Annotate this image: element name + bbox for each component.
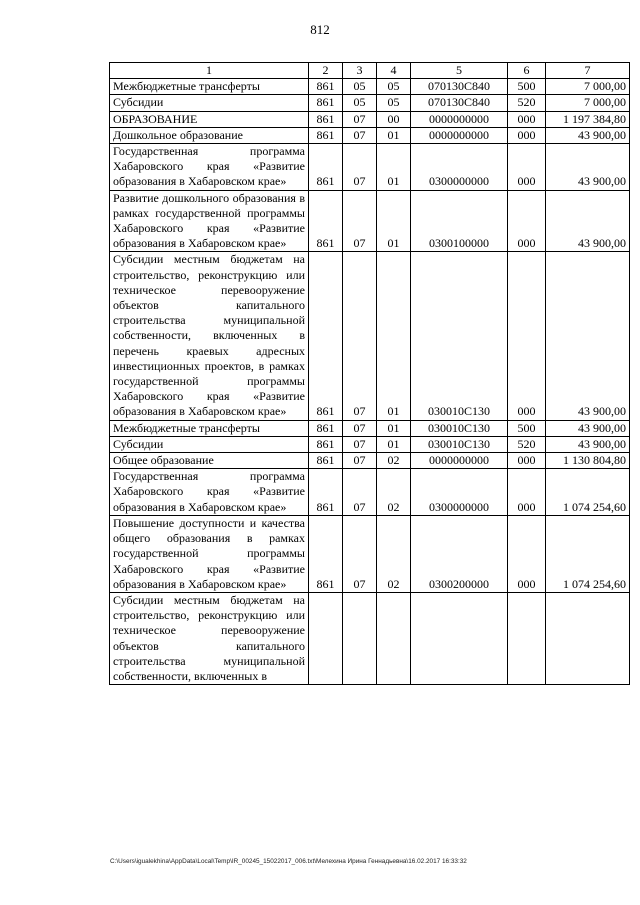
row-value-cell: 07 [343,127,377,143]
row-value-cell: 000 [508,127,546,143]
page-number: 812 [310,22,330,37]
row-value-cell: 1 074 254,60 [546,469,630,516]
row-value-cell [377,592,411,684]
row-value-cell: 861 [309,95,343,111]
row-value-cell: 000 [508,252,546,420]
row-value-cell: 861 [309,144,343,191]
row-value-cell: 7 000,00 [546,95,630,111]
row-name-cell: Межбюджетные трансферты [110,79,309,95]
table-row [110,592,630,684]
row-value-cell: 500 [508,79,546,95]
row-name-cell: Субсидии [110,95,309,111]
row-value-cell: 861 [309,420,343,436]
row-value-cell: 07 [343,252,377,420]
row-value-cell [309,592,343,684]
row-value-cell: 030010С130 [411,252,508,420]
row-value-cell: 01 [377,436,411,452]
row-value-cell: 861 [309,436,343,452]
row-value-cell: 861 [309,469,343,516]
row-value-cell: 43 900,00 [546,190,630,252]
row-value-cell: 07 [343,111,377,127]
row-value-cell: 000 [508,469,546,516]
row-value-cell: 07 [343,453,377,469]
row-value-cell: 07 [343,436,377,452]
row-value-cell: 05 [377,79,411,95]
row-value-cell: 861 [309,127,343,143]
header-cell: 1 [110,63,309,79]
table-row [110,190,630,252]
budget-table [109,62,630,685]
row-value-cell: 05 [343,79,377,95]
row-value-cell: 861 [309,79,343,95]
row-value-cell: 43 900,00 [546,436,630,452]
row-value-cell: 01 [377,252,411,420]
row-value-cell: 1 130 804,80 [546,453,630,469]
row-value-cell: 000 [508,190,546,252]
table-row [110,469,630,516]
header-cell: 6 [508,63,546,79]
row-value-cell: 07 [343,515,377,592]
row-value-cell: 520 [508,436,546,452]
row-value-cell: 01 [377,420,411,436]
row-value-cell [508,592,546,684]
row-value-cell: 030010С130 [411,420,508,436]
row-value-cell: 43 900,00 [546,144,630,191]
header-cell: 5 [411,63,508,79]
row-value-cell: 520 [508,95,546,111]
row-value-cell: 00 [377,111,411,127]
row-value-cell: 05 [377,95,411,111]
row-value-cell: 1 197 384,80 [546,111,630,127]
row-value-cell: 07 [343,144,377,191]
row-value-cell: 05 [343,95,377,111]
row-value-cell: 000 [508,515,546,592]
row-name-cell: Дошкольное образование [110,127,309,143]
row-value-cell: 0000000000 [411,111,508,127]
row-value-cell: 070130С840 [411,79,508,95]
row-name-cell: Развитие дошкольного образования в рамках государственной программы Хабаровского края «Развитие образования в Хабаровском крае» [110,190,309,252]
row-value-cell: 43 900,00 [546,127,630,143]
row-value-cell: 861 [309,515,343,592]
row-value-cell: 02 [377,453,411,469]
table-header-row [110,63,630,79]
row-name-cell: Межбюджетные трансферты [110,420,309,436]
table-row [110,111,630,127]
row-value-cell: 070130С840 [411,95,508,111]
row-value-cell: 000 [508,453,546,469]
header-cell: 7 [546,63,630,79]
row-value-cell: 0300000000 [411,469,508,516]
row-value-cell: 0300000000 [411,144,508,191]
row-value-cell: 861 [309,252,343,420]
row-value-cell: 861 [309,111,343,127]
row-value-cell [343,592,377,684]
table-row [110,79,630,95]
row-value-cell: 01 [377,127,411,143]
row-value-cell: 07 [343,469,377,516]
row-name-cell: Общее образование [110,453,309,469]
row-value-cell: 861 [309,190,343,252]
row-name-cell: Повышение доступности и качества общего образования в рамках государственной программы Хабаровского края «Развитие образования в Хабаровском крае» [110,515,309,592]
row-value-cell [546,592,630,684]
table-row [110,436,630,452]
row-value-cell: 7 000,00 [546,79,630,95]
row-value-cell: 07 [343,190,377,252]
table-row [110,144,630,191]
row-value-cell: 861 [309,453,343,469]
row-name-cell: Субсидии местным бюджетам на строительство, реконструкцию или техническое перевооружение объектов капитального строительства муниципальной собственности, включенных в [110,592,309,684]
row-value-cell: 030010С130 [411,436,508,452]
header-cell: 4 [377,63,411,79]
row-value-cell: 43 900,00 [546,420,630,436]
row-value-cell: 02 [377,515,411,592]
row-value-cell: 0300200000 [411,515,508,592]
table-row [110,95,630,111]
row-value-cell: 01 [377,144,411,191]
row-value-cell: 000 [508,111,546,127]
table-row [110,515,630,592]
row-name-cell: ОБРАЗОВАНИЕ [110,111,309,127]
row-name-cell: Субсидии местным бюджетам на строительство, реконструкцию или техническое перевооружение объектов капитального строительства муниципальной собственности, включенных в перечень краевых адресных инвестиционных проектов, в рамках государственной программы Хабаровского края «Развитие образования в Хабаровском крае» [110,252,309,420]
header-cell: 2 [309,63,343,79]
row-value-cell: 000 [508,144,546,191]
row-value-cell: 43 900,00 [546,252,630,420]
header-cell: 3 [343,63,377,79]
row-name-cell: Субсидии [110,436,309,452]
row-value-cell: 0000000000 [411,453,508,469]
row-value-cell [411,592,508,684]
footer-path: C:\Users\igualekhina\AppData\Local\Temp\IR_00245_15022017_006.txt\Мелехина Ирина Геннадьевна\16.02.2017 16:33:32 [110,858,467,865]
row-value-cell: 1 074 254,60 [546,515,630,592]
row-value-cell: 02 [377,469,411,516]
row-value-cell: 500 [508,420,546,436]
row-name-cell: Государственная программа Хабаровского края «Развитие образования в Хабаровском крае» [110,144,309,191]
table-row [110,453,630,469]
table-row [110,420,630,436]
row-value-cell: 0300100000 [411,190,508,252]
table-row [110,127,630,143]
row-value-cell: 0000000000 [411,127,508,143]
row-value-cell: 01 [377,190,411,252]
table-row [110,252,630,420]
row-value-cell: 07 [343,420,377,436]
row-name-cell: Государственная программа Хабаровского края «Развитие образования в Хабаровском крае» [110,469,309,516]
